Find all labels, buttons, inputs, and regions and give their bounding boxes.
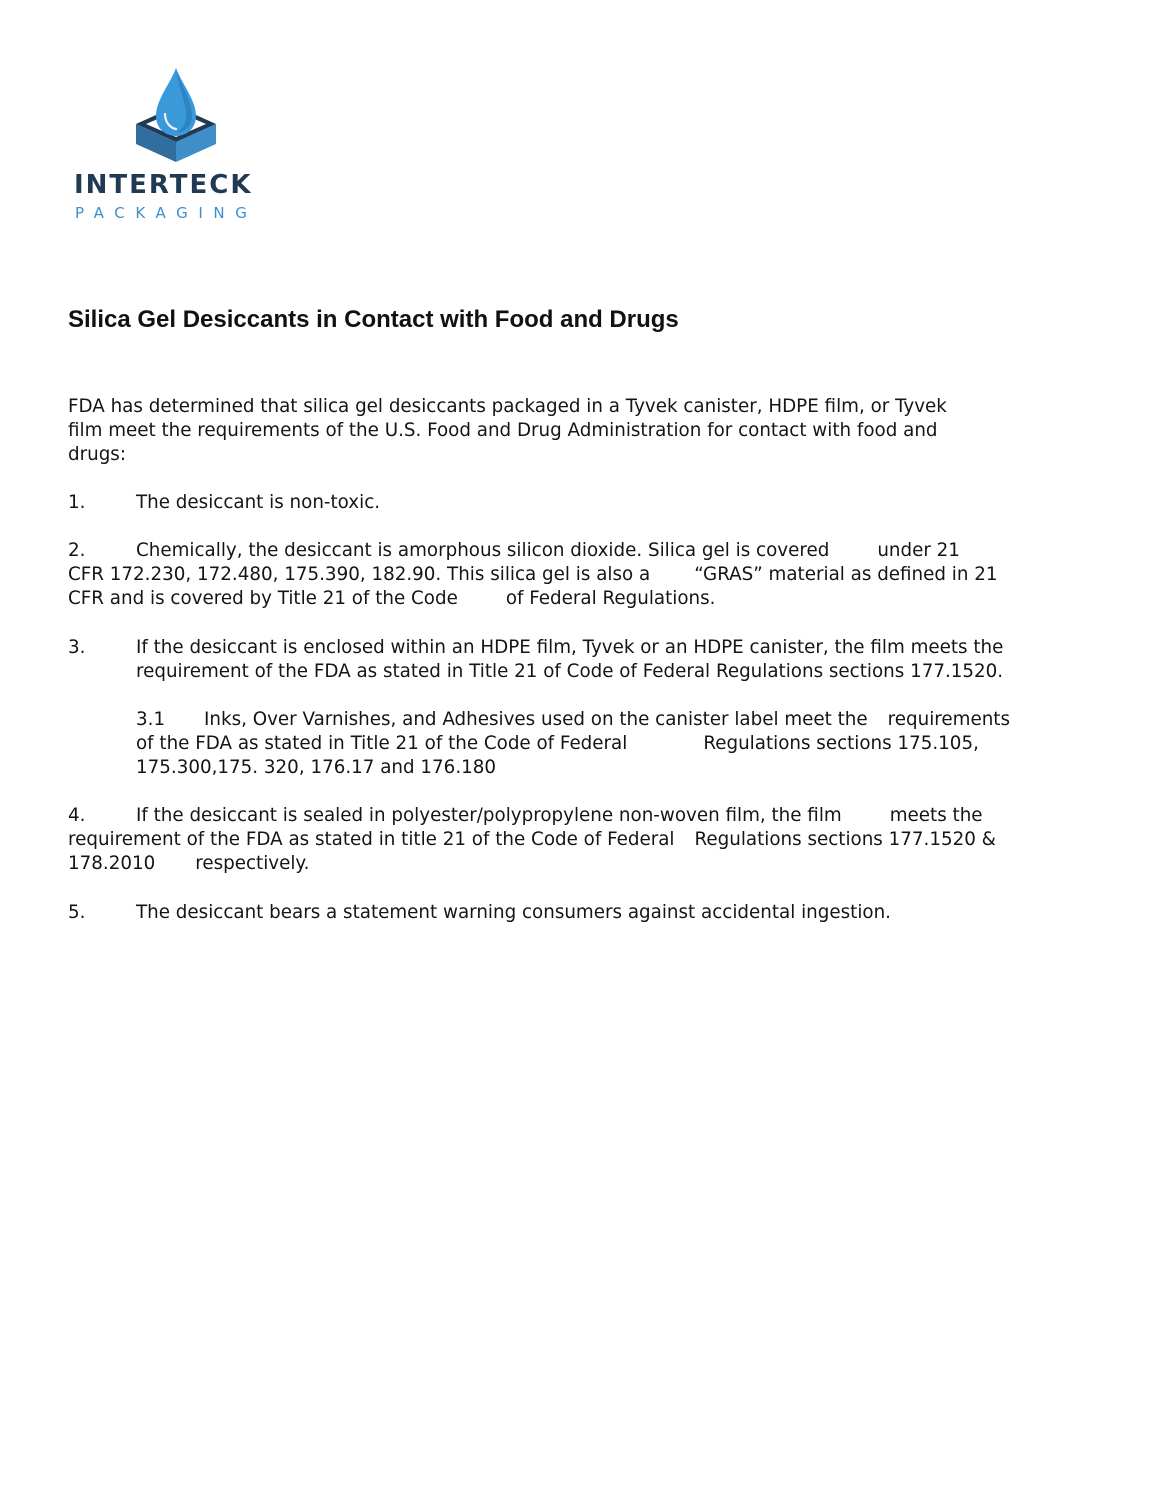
item-number: 3. [68,637,86,658]
company-logo [72,66,292,226]
item-text: requirements [887,709,1010,730]
item-text: Inks, Over Varnishes, and Adhesives used on the canister label meet the [204,709,868,730]
item-text: CFR and is covered by Title 21 of the Code [68,588,458,609]
item-text: “GRAS” material as defined in 21 [694,564,998,585]
item-text: under 21 [877,540,960,561]
item-number: 3.1 [136,709,166,730]
item-text: of Federal Regulations. [505,588,716,609]
intro-line: drugs: [68,444,126,465]
item-text: The desiccant is non-toxic. [136,492,381,513]
item-text: If the desiccant is enclosed within an HDPE film, Tyvek or an HDPE canister, the film meets the [136,637,1004,658]
item-text: meets the [889,805,983,826]
list-item-3 [68,636,1128,684]
water-drop-box-icon [132,66,220,166]
item-text: requirement of the FDA as stated in title 21 of the Code of Federal [68,829,675,850]
list-item-1 [68,491,1128,515]
intro-line: film meet the requirements of the U.S. Food and Drug Administration for contact with food and [68,420,938,441]
item-number: 4. [68,805,86,826]
item-text: Chemically, the desiccant is amorphous silicon dioxide. Silica gel is covered [136,540,830,561]
item-number: 1. [68,492,86,513]
list-item-5 [68,901,1128,925]
list-item-4 [68,804,1128,876]
item-text: Regulations sections 177.1520 & [694,829,996,850]
item-text: The desiccant bears a statement warning consumers against accidental ingestion. [136,902,891,923]
list-item-2 [68,539,1128,611]
item-text: If the desiccant is sealed in polyester/polypropylene non-woven film, the film [136,805,842,826]
item-text: of the FDA as stated in Title 21 of the Code of Federal [136,733,628,754]
list-item-3-1 [68,708,1128,780]
item-number: 2. [68,540,86,561]
item-text: Regulations sections 175.105, [703,733,979,754]
logo-wordmark: INTERTECK [74,170,253,200]
item-number: 5. [68,902,86,923]
item-text: requirement of the FDA as stated in Title 21 of Code of Federal Regulations sections 177.1520. [136,661,1004,682]
item-text: CFR 172.230, 172.480, 175.390, 182.90. This silica gel is also a [68,564,651,585]
logo-subtitle: PACKAGING [75,204,258,222]
item-text: 175.300,175. 320, 176.17 and 176.180 [136,757,497,778]
intro-line: FDA has determined that silica gel desiccants packaged in a Tyvek canister, HDPE film, or Tyvek [68,396,947,417]
intro-paragraph [68,395,1128,467]
document-title: Silica Gel Desiccants in Contact with Food and Drugs [68,306,679,333]
item-text: 178.2010 [68,853,156,874]
item-text: respectively. [195,853,310,874]
